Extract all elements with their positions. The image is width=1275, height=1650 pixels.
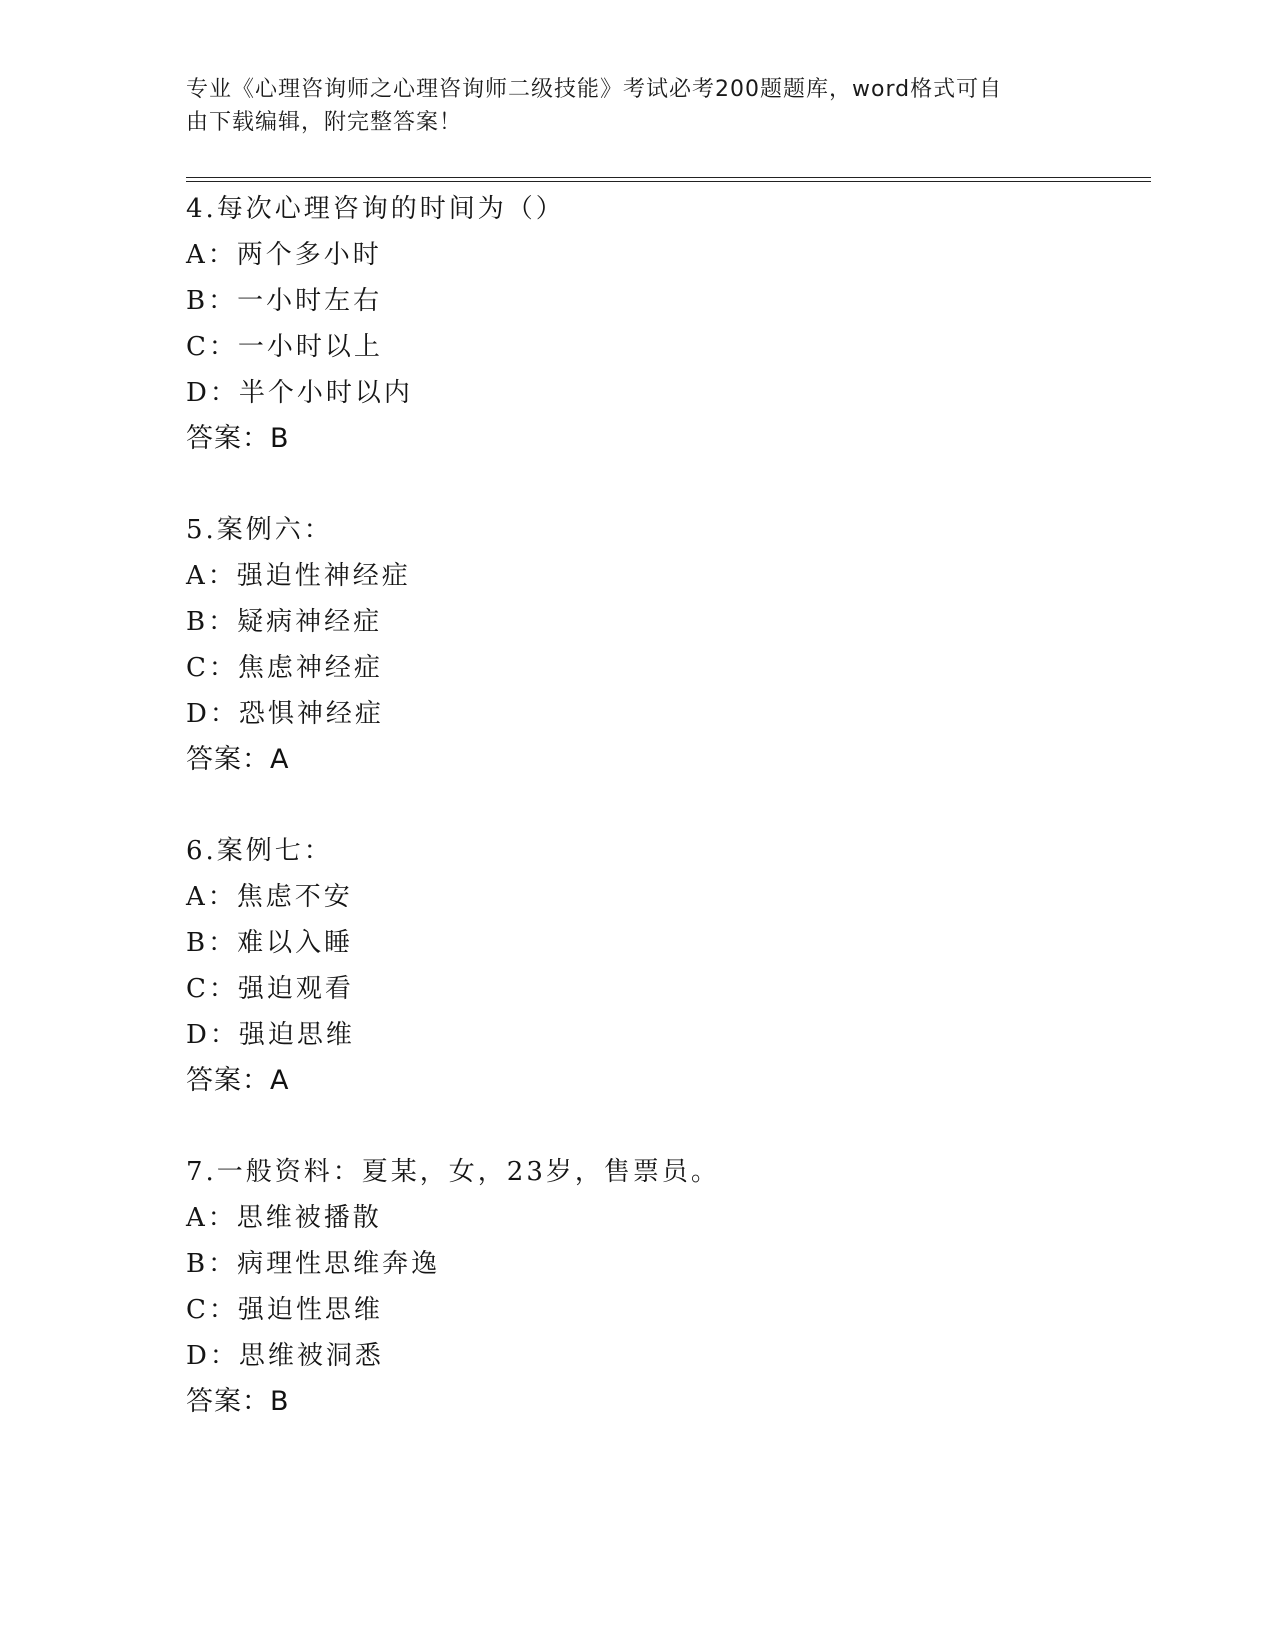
option-d: D：半个小时以内: [186, 378, 413, 408]
option-b: B：难以入睡: [186, 928, 354, 958]
option-c: C：强迫性思维: [186, 1295, 383, 1325]
answer-key: 答案：A: [186, 744, 290, 775]
intro-line-1: 专业《心理咨询师之心理咨询师二级技能》考试必考200题题库，word格式可自: [186, 77, 1003, 102]
option-d: D：恐惧神经症: [186, 699, 384, 729]
option-b: B：病理性思维奔逸: [186, 1249, 441, 1279]
document-intro: [186, 73, 1066, 139]
option-a: A：强迫性神经症: [186, 561, 411, 591]
answer-key: 答案：B: [186, 1386, 290, 1417]
option-a: A：思维被播散: [186, 1203, 382, 1233]
option-b: B：疑病神经症: [186, 607, 383, 637]
option-c: C：一小时以上: [186, 332, 383, 362]
question-stem: 5.案例六：: [186, 515, 333, 545]
question-stem: 4.每次心理咨询的时间为（）: [186, 194, 565, 224]
option-d: D：思维被洞悉: [186, 1341, 384, 1371]
answer-key: 答案：A: [186, 1065, 290, 1096]
option-c: C：强迫观看: [186, 974, 354, 1004]
option-a: A：焦虑不安: [186, 882, 353, 912]
question-stem: 7.一般资料：夏某，女，23岁，售票员。: [186, 1157, 720, 1187]
answer-key: 答案：B: [186, 423, 290, 454]
question-item: [186, 186, 1146, 462]
intro-line-2: 由下载编辑，附完整答案！: [186, 110, 463, 135]
option-b: B：一小时左右: [186, 286, 383, 316]
option-c: C：焦虑神经症: [186, 653, 383, 683]
question-item: [186, 507, 1146, 783]
question-item: [186, 1149, 1146, 1425]
question-list: [186, 186, 1146, 1470]
question-item: [186, 828, 1146, 1104]
option-d: D：强迫思维: [186, 1020, 355, 1050]
option-a: A：两个多小时: [186, 240, 382, 270]
question-stem: 6.案例七：: [186, 836, 333, 866]
header-divider-top: [186, 177, 1151, 178]
header-divider-bottom: [186, 181, 1151, 182]
